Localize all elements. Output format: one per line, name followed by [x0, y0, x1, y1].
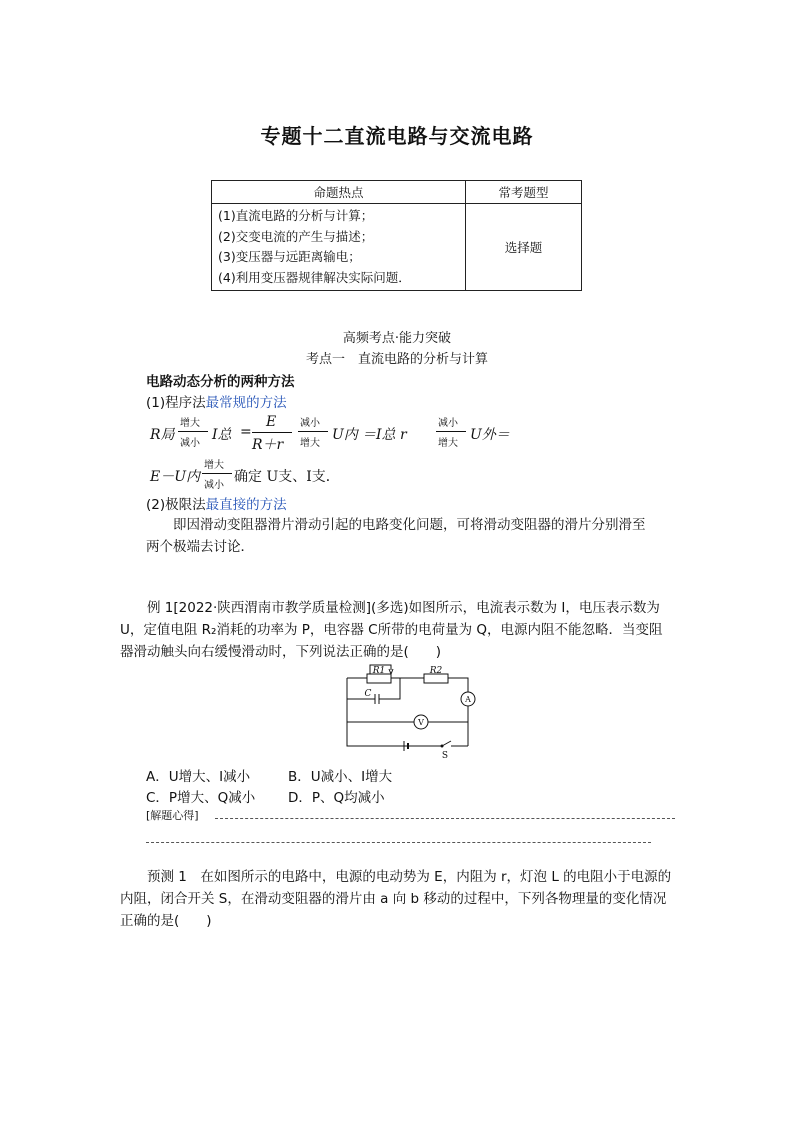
notes-line	[146, 842, 651, 843]
circuit-wire	[347, 678, 442, 746]
frac-bar	[252, 432, 292, 433]
u-out: U外＝	[470, 427, 510, 443]
hotspot-item: (1)直流电路的分析与计算；	[218, 208, 374, 223]
method1-prefix: (1)程序法	[146, 395, 206, 411]
method-title: 电路动态分析的两种方法	[146, 374, 295, 390]
notes-label: [解题心得]	[146, 809, 199, 822]
arrow-label: 增大	[300, 438, 320, 449]
e-minus-u-in: E－U内	[150, 469, 201, 485]
method2-suffix: 最直接的方法	[205, 497, 287, 513]
arrow-label: 减小	[438, 418, 458, 429]
arrow-label: 减小	[300, 418, 320, 429]
r-local: R局	[150, 427, 175, 443]
arrow-label: 减小	[204, 480, 224, 491]
voltmeter-label: V	[418, 718, 424, 727]
frac-denominator: R＋r	[252, 437, 284, 453]
formula-line-2	[150, 456, 450, 492]
option-c: C．P增大、Q减小	[146, 790, 256, 806]
arrow	[436, 431, 466, 432]
option-b: B．U减小、I增大	[288, 769, 393, 785]
page-title: 专题十二直流电路与交流电路	[260, 124, 534, 148]
option-a: A．U增大、I减小	[146, 769, 251, 785]
method1-line	[146, 391, 287, 411]
arrow-label: 减小	[180, 438, 200, 449]
equals: =	[240, 424, 252, 440]
circuit-wire	[448, 678, 468, 692]
capacitor-label: C	[364, 689, 372, 699]
method2-prefix: (2)极限法	[146, 497, 206, 513]
arrow-label: 增大	[204, 460, 224, 471]
determine-text: 确定 U支、I支．	[234, 469, 340, 485]
ammeter-label: A	[465, 695, 471, 704]
arrow-label: 增大	[180, 418, 200, 429]
example-question: 例 1[2022·陕西渭南市教学质量检测](多选)如图所示，电流表示数为 I，电压表示数为 U，定值电阻 R₂消耗的功率为 P，电容器 C所带的电荷量为 Q，电源内阻不能忽略．当变阻器滑动触头向右缓慢滑动时，下列说法正确的是( )	[120, 600, 663, 660]
u-in: U内	[332, 427, 358, 443]
prediction-question: 预测 1 在如图所示的电路中，电源的电动势为 E，内阻为 r，灯泡 L 的电阻小于电源的内阻，闭合开关 S，在滑动变阻器的滑片由 a 向 b 移动的过程中，下列各物理量的变化情况正确的是( )	[120, 869, 672, 929]
hotspot-item: (3)变压器与远距离输电；	[218, 249, 361, 264]
method2-line	[146, 493, 287, 513]
section-heading: 高频考点·能力突破	[342, 331, 452, 346]
r1-label: R1	[372, 666, 386, 676]
section-subheading: 考点一 直流电路的分析与计算	[305, 352, 488, 367]
arrow	[202, 473, 232, 474]
table-header-question-type: 常考题型	[466, 181, 582, 204]
r2-label: R2	[429, 666, 443, 676]
arrow-label: 增大	[438, 438, 458, 449]
arrow	[178, 431, 208, 432]
circuit-diagram	[340, 662, 480, 762]
method1-suffix: 最常规的方法	[205, 395, 287, 411]
arrow	[298, 431, 328, 432]
i-total-r: ＝I总 r	[362, 427, 407, 443]
formula-line-1	[150, 414, 630, 454]
switch-blade	[442, 741, 451, 746]
hotspot-item: (4)利用变压器规律解决实际问题．	[218, 269, 411, 285]
table-hotspot-list	[212, 204, 466, 291]
method2-description: 即因滑动变阻器滑片滑动引起的电路变化问题，可将滑动变阻器的滑片分别滑至两个极端去讨论．	[146, 517, 646, 555]
topics-table	[211, 180, 582, 291]
option-d: D．P、Q均减小	[288, 790, 385, 806]
i-total: I总	[212, 427, 232, 443]
notes-line	[215, 818, 675, 819]
switch-pivot	[441, 745, 444, 748]
circuit-wire	[379, 678, 400, 699]
hotspot-item: (2)交变电流的产生与描述；	[218, 228, 374, 244]
frac-numerator: E	[266, 414, 277, 430]
switch-label: S	[441, 751, 449, 761]
table-question-type: 选择题	[466, 204, 582, 291]
table-header-hotspots: 命题热点	[212, 181, 466, 204]
